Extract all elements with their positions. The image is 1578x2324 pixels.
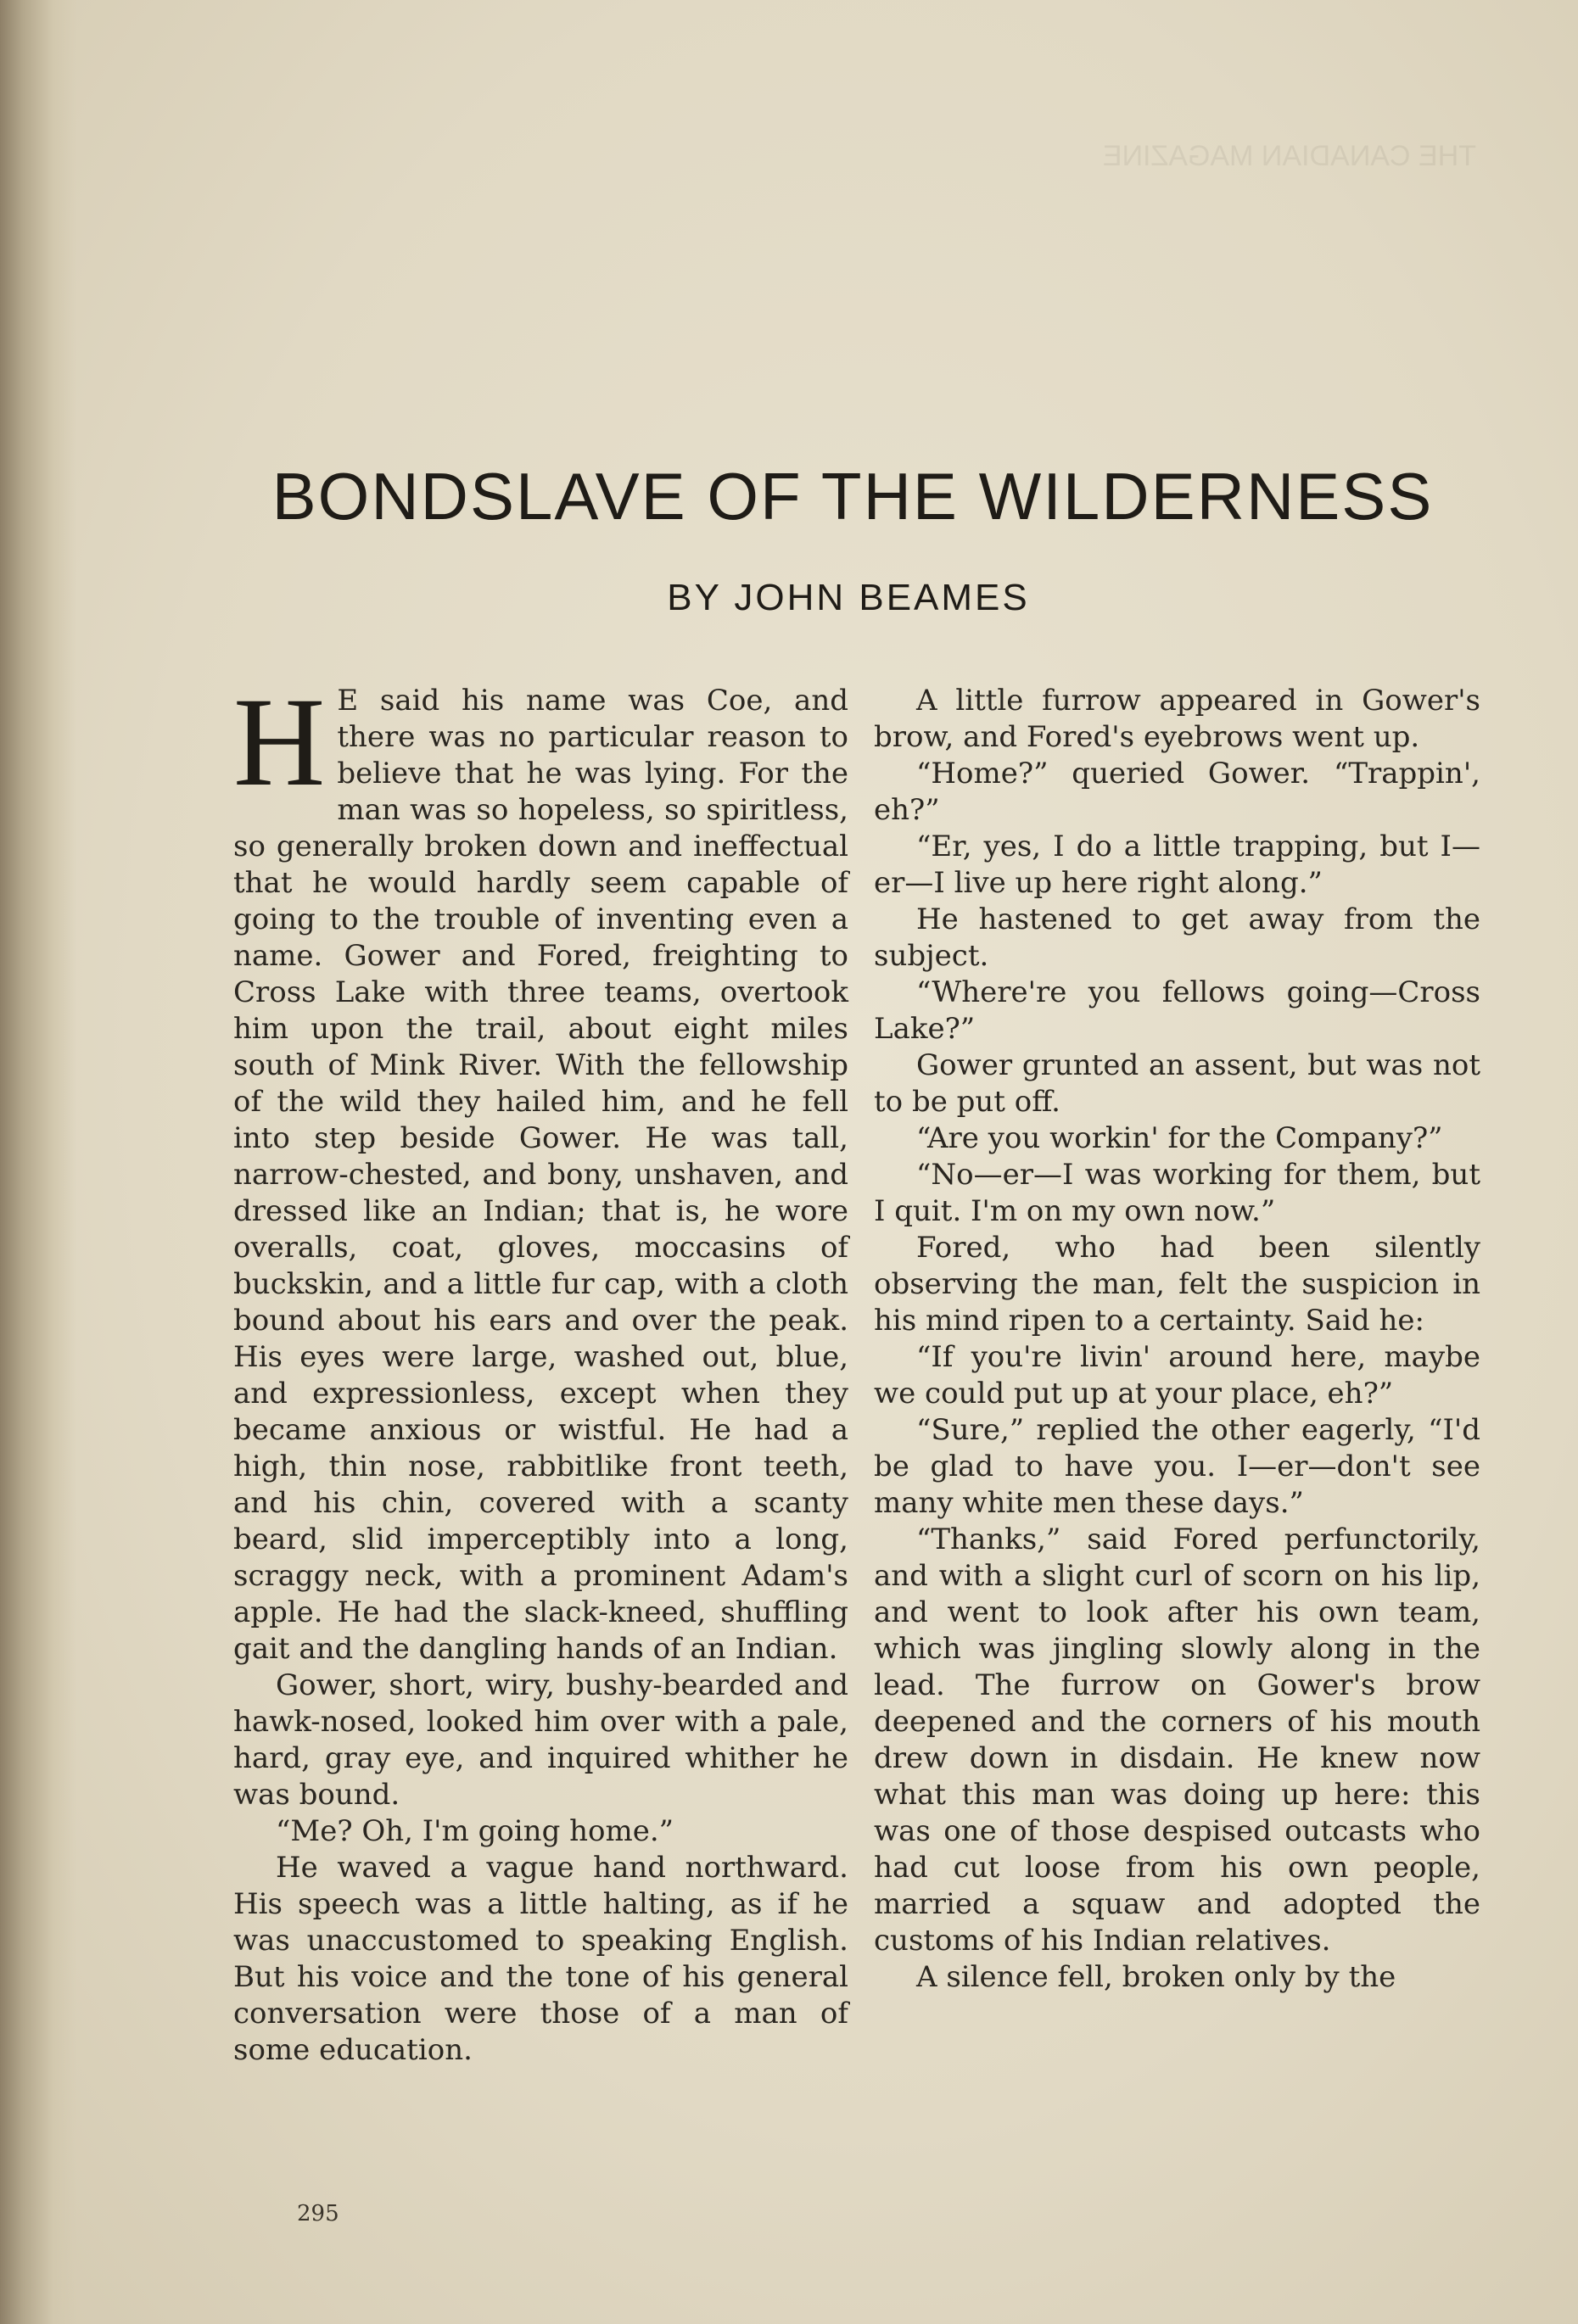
- paragraph: “No—er—I was working for them, but I quit. I'm on my own now.”: [874, 1158, 1480, 1228]
- paragraph: “Where're you fellows going—Cross Lake?”: [874, 975, 1480, 1046]
- article-byline: BY JOHN BEAMES: [667, 577, 1030, 618]
- article-title: BONDSLAVE OF THE WILDERNESS: [271, 459, 1434, 534]
- paragraph: “Er, yes, I do a little trapping, but I—er—I live up here right along.”: [874, 830, 1480, 900]
- paragraph: Gower grunted an assent, but was not to be put off.: [874, 1048, 1480, 1119]
- paragraph: “Are you workin' for the Company?”: [916, 1121, 1443, 1155]
- opening-paragraph-text: E said his name was Coe, and there was no particular reason to believe that he was lying. For the man was so hopeless, so spiritless, so generally broken down and ineffectual that he would hardly seem capable of going to the trouble of inventing even a name. Gower and Fored, freighting to Cross Lake with three teams, overtook him upon the trail, about eight miles south of Mink River. With the fellowship of the wild they hailed him, and he fell into step beside Gower. He was tall, narrow-chested, and bony, unshaven, and dressed like an Indian; that is, he wore overalls, coat, gloves, moccasins of buckskin, and a little fur cap, with a cloth bound about his ears and over the peak. His eyes were large, washed out, blue, and expressionless, except when they became anxious or wistful. He had a high, thin nose, rabbitlike front teeth, and his chin, covered with a scanty beard, slid imperceptibly into a long, scraggy neck, with a prominent Adam's apple. He had the slack-kneed, shuffling gait and the dangling hands of an Indian.: [233, 684, 848, 1666]
- paragraph: Gower, short, wiry, bushy-bearded and hawk-nosed, looked him over with a pale, hard, gray eye, and inquired whither he was bound.: [233, 1668, 848, 1812]
- paragraph: He waved a vague hand northward. His speech was a little halting, as if he was unaccustomed to speaking English. But his voice and the tone of his general conversation were those of a man of some education.: [233, 1851, 848, 2067]
- right-column: [874, 683, 1480, 1996]
- left-column: [233, 672, 848, 2069]
- page-number: 295: [297, 2201, 339, 2226]
- paragraph: A silence fell, broken only by the: [916, 1960, 1396, 1994]
- binding-shadow: [0, 0, 76, 2324]
- paragraph: Fored, who had been silently observing the man, felt the suspicion in his mind ripen to a certainty. Said he:: [874, 1231, 1480, 1338]
- drop-cap: H: [233, 672, 326, 813]
- paragraph: “Thanks,” said Fored perfunctorily, and with a slight curl of scorn on his lip, and went to look after his own team, which was jingling slowly along in the lead. The furrow on Gower's brow deepened and the corners of his mouth drew down in disdain. He knew now what this man was doing up here: this was one of those despised outcasts who had cut loose from his own people, married a squaw and adopted the customs of his Indian relatives.: [874, 1522, 1480, 1958]
- bleed-through-running-head: THE CANADIAN MAGAZINE: [1102, 140, 1476, 172]
- opening-paragraph: [233, 672, 848, 1668]
- paragraph: He hastened to get away from the subject.: [874, 902, 1480, 973]
- paragraph: “Home?” queried Gower. “Trappin', eh?”: [874, 757, 1480, 827]
- paragraph: “Me? Oh, I'm going home.”: [276, 1814, 674, 1848]
- paragraph: A little furrow appeared in Gower's brow, and Fored's eyebrows went up.: [874, 684, 1480, 754]
- paragraph: “If you're livin' around here, maybe we could put up at your place, eh?”: [874, 1340, 1480, 1411]
- paragraph: “Sure,” replied the other eagerly, “I'd be glad to have you. I—er—don't see many white men these days.”: [874, 1413, 1480, 1520]
